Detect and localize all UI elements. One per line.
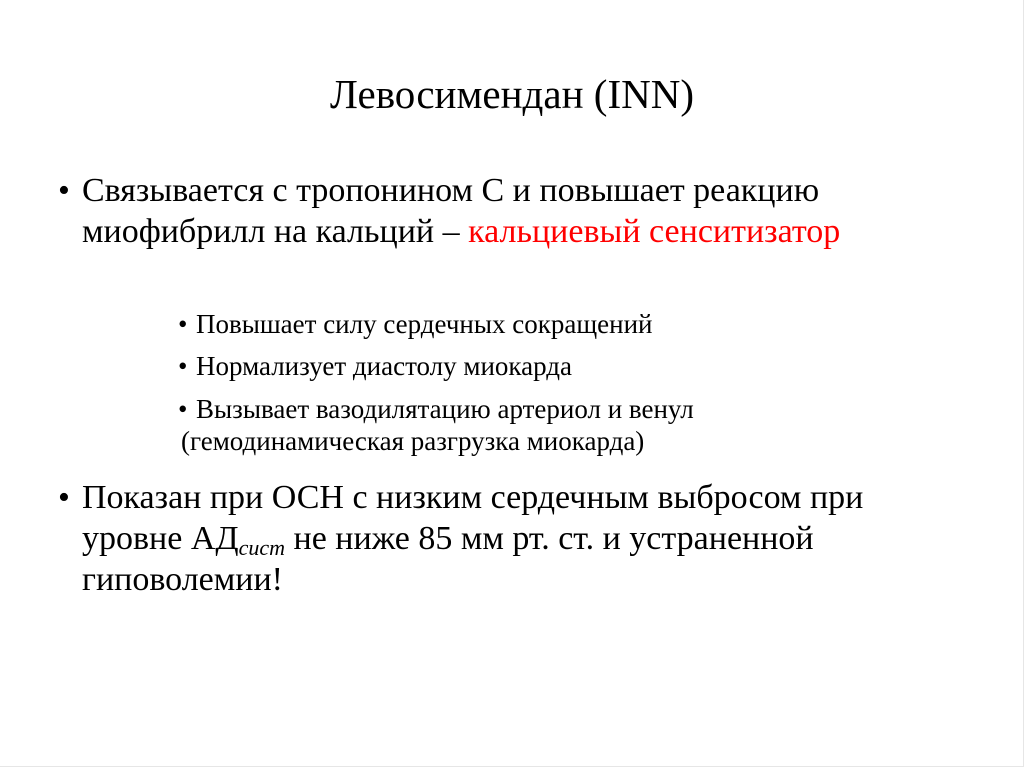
bullet-indication-text: Показан при ОСН с низким сердечным выбросом при уровне АД	[82, 479, 864, 557]
sub-bullet-diastole	[178, 350, 958, 382]
slide-title: Левосимендан (INN)	[330, 71, 694, 117]
sub-bullet-text: Нормализует диастолу миокарда	[196, 351, 572, 381]
bullet-mark: •	[58, 172, 70, 209]
sub-bullet-contractility	[178, 308, 958, 340]
systolic-subscript: сист	[238, 535, 286, 560]
bullet-indication-body	[82, 477, 958, 600]
sub-bullet-mark: •	[178, 309, 188, 339]
sub-bullet-text: Вызывает вазодилятацию артериол и венул	[196, 394, 694, 424]
bullet-indication	[58, 477, 958, 600]
bullet-indication-text-end: не ниже 85 мм рт. ст. и устраненной гиповолемии!	[82, 520, 814, 598]
sub-bullet-mark: •	[178, 394, 188, 424]
bullet-troponin-text: Связывается с тропонином С и повышает реакцию миофибрилл на кальций –	[82, 172, 820, 250]
bullet-mark: •	[58, 479, 70, 516]
bullet-troponin	[58, 170, 958, 252]
sub-bullet-mark: •	[178, 351, 188, 381]
sub-bullet-continuation: (гемодинамическая разгрузка миокарда)	[181, 426, 645, 456]
sub-bullet-text: Повышает силу сердечных сокращений	[196, 309, 653, 339]
bullet-troponin-body	[82, 170, 958, 252]
sub-bullet-vasodilation	[178, 393, 958, 457]
calcium-sensitizer-highlight: кальциевый сенситизатор	[468, 213, 841, 250]
